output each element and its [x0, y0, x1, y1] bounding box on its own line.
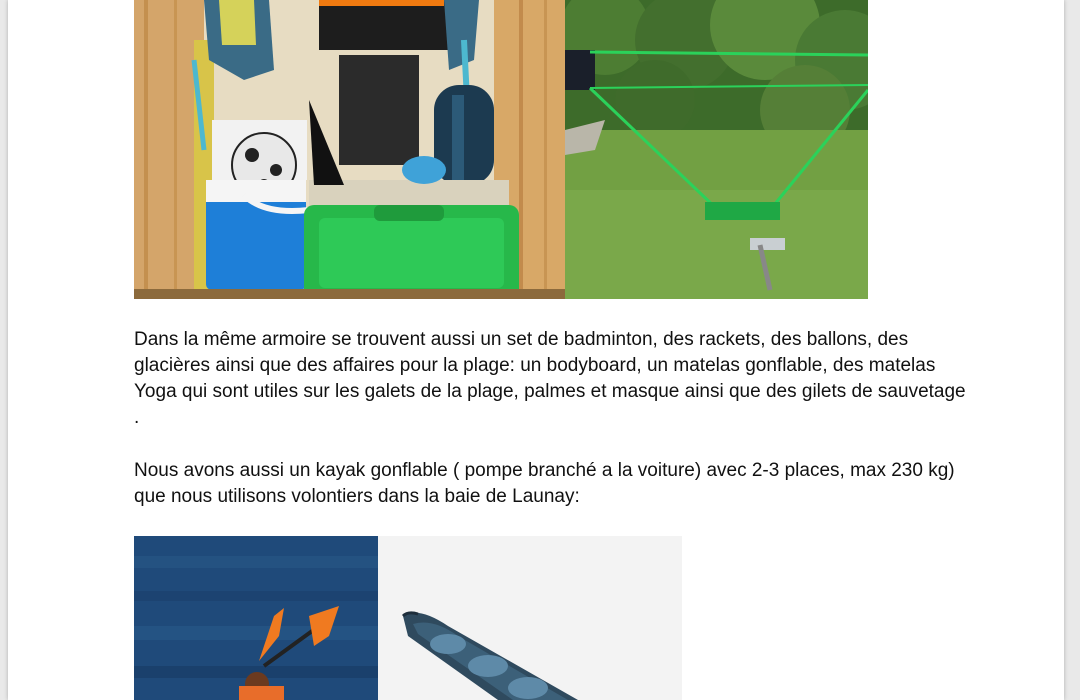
- kayak-sea-photo: [134, 536, 378, 700]
- badminton-net-photo: [565, 0, 868, 299]
- kayak-product-photo: [378, 536, 682, 700]
- paragraph-kayak: Nous avons aussi un kayak gonflable ( pompe branché a la voiture) avec 2-3 places, max 230 kg) que nous utilisons volontiers dans la baie de Launay:: [134, 460, 955, 507]
- wardrobe-photo: [134, 0, 565, 299]
- document-page: [8, 0, 1064, 700]
- paragraph-equipment: Dans la même armoire se trouvent aussi un set de badminton, des rackets, des ballons, des glacières ainsi que des affaires pour la plage: un bodyboard, un matelas gonflable, des matelas Yoga qui sont utiles sur les galets de la plage, palmes et masque ainsi que des gilets de sauvetage .: [134, 329, 966, 428]
